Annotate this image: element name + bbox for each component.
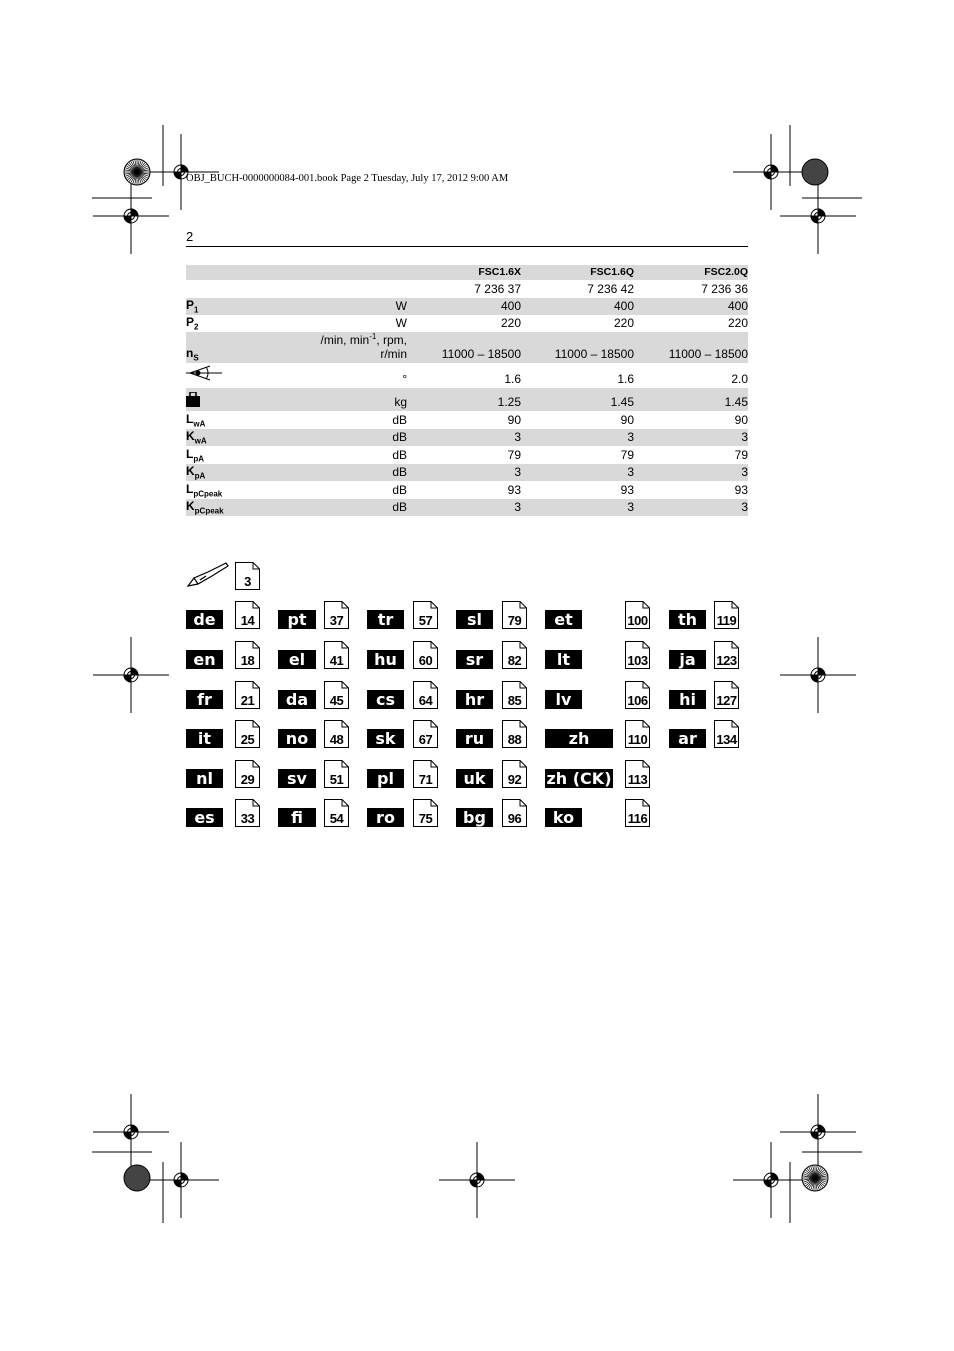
language-code-ro: ro [367,808,404,827]
header-rule [186,246,748,247]
spec-value: 90 [620,413,634,427]
language-code-fi: fi [278,808,316,827]
page-ref-number: 3 [244,574,251,589]
spec-value: 1.25 [497,395,521,409]
page-ref-number: 85 [507,693,522,708]
spec-value: 93 [507,483,521,497]
model-name: FSC2.0Q [704,266,748,278]
unit-part: , rpm, [376,333,407,347]
page-ref-number: 51 [329,772,344,787]
language-code-sv: sv [278,769,316,788]
language-code-ja: ja [669,650,706,669]
language-page-ref [235,601,260,629]
page-ref-number: 37 [329,613,344,628]
language-code-ru: ru [456,729,493,748]
unit: W [395,299,407,313]
language-code-zhck: zh (CK) [546,769,612,788]
spec-row-order-numbers [186,280,748,298]
spec-symbol [186,429,207,445]
language-page-ref [324,799,349,827]
unit: dB [392,413,407,427]
spec-value: 3 [514,465,521,479]
symbol-letter: L [186,446,194,461]
spec-value: 90 [507,413,521,427]
language-page-ref [625,681,650,709]
language-code-lt: lt [545,650,582,669]
spec-symbol [186,298,198,314]
spec-value: 93 [734,483,748,497]
language-page-ref [324,720,349,748]
language-code-es: es [186,808,223,827]
spec-symbol [186,464,205,480]
page-ref-number: 79 [507,613,522,628]
order-number: 7 236 37 [474,282,521,296]
page-ref-number: 113 [627,772,648,787]
unit [321,330,407,361]
language-page-ref [413,799,438,827]
language-page-ref [413,681,438,709]
language-page-ref [502,681,527,709]
language-code-ko: ko [545,808,582,827]
model-name: FSC1.6X [478,266,521,278]
spec-row [186,388,748,411]
language-code-no: no [278,729,316,748]
spec-row [186,411,748,429]
spec-symbol [186,447,204,463]
spec-row [186,481,748,499]
symbol-subscript: wA [193,419,206,428]
language-code-th: th [669,610,706,629]
unit: dB [392,483,407,497]
page-ref-number: 96 [507,811,522,826]
symbol-subscript: 1 [194,305,199,314]
spec-row [186,315,748,332]
symbol-subscript: pCpeak [193,489,223,498]
language-page-ref [324,641,349,669]
page-ref-number: 18 [240,653,255,668]
page-ref-number: 33 [240,811,255,826]
unit: kg [394,395,407,409]
language-page-ref [714,601,739,629]
oscillation-angle-icon [186,364,224,385]
spec-value: 220 [613,316,634,330]
book-file-info: OBJ_BUCH-0000000084-001.book Page 2 Tuesday, July 17, 2012 9:00 AM [186,173,509,184]
unit: dB [392,448,407,462]
language-code-cs: cs [367,690,404,709]
page-ref-number: 48 [329,732,344,747]
unit: W [395,316,407,330]
page-ref-number: 29 [240,772,255,787]
spec-value: 400 [613,299,634,313]
oscillating-tool-icon [186,560,230,590]
spec-value: 3 [514,500,521,514]
spec-value: 1.6 [504,372,521,386]
language-page-ref [625,760,650,788]
page-ref-number: 119 [716,613,737,628]
language-page-ref [625,601,650,629]
spec-symbol [186,482,222,498]
spec-symbol [186,412,205,428]
spec-value: 3 [741,465,748,479]
language-code-et: et [545,610,582,629]
language-code-en: en [186,650,223,669]
page-ref-number: 92 [507,772,522,787]
language-code-bg: bg [456,808,493,827]
spec-value: 1.6 [617,372,634,386]
page-ref-number: 71 [418,772,433,787]
unit: dB [392,500,407,514]
model-name: FSC1.6Q [590,266,634,278]
symbol-letter: P [186,314,195,329]
language-page-ref [502,601,527,629]
spec-value: 3 [514,430,521,444]
language-code-el: el [278,650,316,669]
page-ref-number: 103 [627,653,648,668]
spec-row [186,363,748,388]
page-ref-number: 41 [329,653,344,668]
unit: dB [392,465,407,479]
language-page-ref [235,681,260,709]
spec-symbol [186,315,198,331]
language-code-it: it [186,729,223,748]
unit-part: r/min [380,347,407,361]
symbol-subscript: S [193,353,199,362]
page-ref-number: 21 [240,693,255,708]
symbol-subscript: pA [193,454,205,463]
page-ref-number: 60 [418,653,433,668]
language-page-ref [413,720,438,748]
language-page-ref [502,799,527,827]
weight-icon [186,392,200,410]
spec-value: 79 [734,448,748,462]
symbol-letter: L [186,411,194,426]
unit: ° [402,372,407,386]
language-page-ref [714,681,739,709]
language-code-hu: hu [367,650,404,669]
page-ref-number: 75 [418,811,433,826]
language-page-ref [625,641,650,669]
spec-row [186,446,748,464]
language-page-ref [502,760,527,788]
spec-value: 11000 – 18500 [668,347,748,361]
order-number: 7 236 36 [701,282,748,296]
language-code-tr: tr [367,610,404,629]
spec-value: 220 [727,316,748,330]
unit: dB [392,430,407,444]
page-ref-number: 82 [507,653,522,668]
tool-page-ref [235,562,260,590]
spec-value: 400 [727,299,748,313]
language-page-ref [235,720,260,748]
language-code-nl: nl [186,769,223,788]
unit-part: /min, min [320,333,370,347]
language-page-ref [235,641,260,669]
page-ref-number: 57 [418,613,433,628]
spec-value: 400 [500,299,521,313]
page-ref-number: 14 [240,613,255,628]
language-page-ref [625,799,650,827]
page-ref-number: 116 [627,811,648,826]
spec-value: 3 [627,430,634,444]
language-code-sk: sk [367,729,404,748]
page-ref-number: 54 [329,811,344,826]
symbol-letter: K [186,428,195,443]
language-code-sl: sl [456,610,493,629]
language-page-ref [324,681,349,709]
spec-value: 2.0 [731,372,748,386]
language-page-ref [324,760,349,788]
language-page-ref [324,601,349,629]
symbol-subscript: pA [194,471,206,480]
language-page-ref [235,760,260,788]
spec-row [186,298,748,315]
page-ref-number: 127 [716,693,737,708]
spec-value: 79 [620,448,634,462]
page-ref-number: 110 [627,732,648,747]
spec-row [186,332,748,363]
page-ref-number: 64 [418,693,433,708]
spec-symbol [186,346,199,362]
language-code-ar: ar [669,729,706,748]
language-code-sr: sr [456,650,493,669]
spec-value: 11000 – 18500 [554,347,634,361]
symbol-subscript: 2 [194,322,199,331]
language-page-ref [502,720,527,748]
page-ref-number: 100 [627,613,648,628]
spec-symbol [186,499,224,515]
spec-value: 11000 – 18500 [441,347,521,361]
symbol-letter: K [186,498,195,513]
language-code-fr: fr [186,690,223,709]
spec-value: 220 [500,316,521,330]
language-page-ref [714,641,739,669]
page-ref-number: 67 [418,732,433,747]
spec-value: 90 [734,413,748,427]
symbol-letter: n [186,345,194,360]
language-page-ref [413,641,438,669]
page-ref-number: 123 [716,653,737,668]
language-code-uk: uk [456,769,493,788]
language-page-ref [413,601,438,629]
symbol-subscript: wA [194,436,207,445]
spec-row [186,499,748,516]
language-code-de: de [186,610,223,629]
unit-exponent: -1 [369,332,377,341]
order-number: 7 236 42 [587,282,634,296]
spec-row [186,464,748,481]
language-code-zhcm: zh (CM) [545,729,613,748]
spec-value: 93 [620,483,634,497]
language-page-ref [625,720,650,748]
spec-value: 79 [507,448,521,462]
language-code-lv: lv [545,690,582,709]
symbol-subscript: pCpeak [194,506,224,515]
spec-value: 3 [627,465,634,479]
spec-value: 3 [741,500,748,514]
spec-value: 3 [741,430,748,444]
spec-row-models [186,265,748,280]
language-page-ref [714,720,739,748]
language-page-ref [502,641,527,669]
page-ref-number: 134 [716,732,737,747]
symbol-letter: K [186,463,195,478]
spec-value: 3 [627,500,634,514]
language-page-ref [413,760,438,788]
page-ref-number: 45 [329,693,344,708]
spec-value: 1.45 [724,395,748,409]
spec-row [186,429,748,446]
language-code-pt: pt [278,610,316,629]
language-code-pl: pl [367,769,404,788]
page-number: 2 [186,229,194,244]
symbol-letter: L [186,481,194,496]
spec-table [186,265,748,516]
language-page-ref [235,799,260,827]
language-code-hr: hr [456,690,493,709]
page-ref-number: 88 [507,732,522,747]
symbol-letter: P [186,297,195,312]
page-ref-number: 25 [240,732,255,747]
language-code-hi: hi [669,690,706,709]
page-ref-number: 106 [627,693,648,708]
spec-value: 1.45 [610,395,634,409]
language-code-da: da [278,690,316,709]
